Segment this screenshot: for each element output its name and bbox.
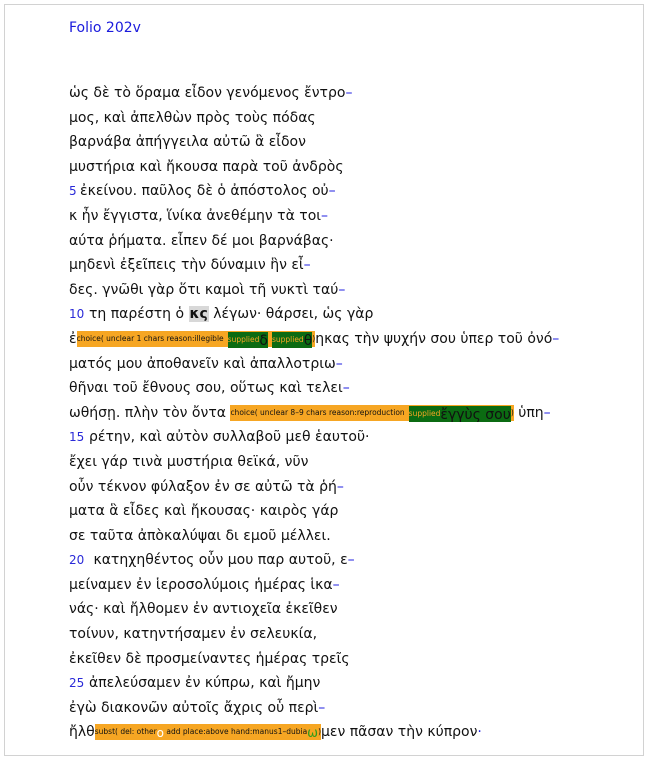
supplied-annotation[interactable] bbox=[409, 406, 511, 422]
supplied-annotation[interactable] bbox=[228, 332, 268, 348]
hyphen-mark: – bbox=[328, 183, 336, 200]
line-number: 25 bbox=[69, 676, 85, 691]
line-text: ἀπελεύσαμεν ἐν κύπρω, καὶ ἤμην bbox=[89, 675, 321, 692]
text-line bbox=[69, 475, 629, 500]
hyphen-mark: – bbox=[303, 257, 311, 274]
hyphen-mark: – bbox=[543, 404, 551, 421]
hyphen-mark: – bbox=[321, 207, 329, 224]
transcription-lines bbox=[69, 81, 629, 745]
line-text: βαρνάβα ἀπήγγειλα αὐτῶ ἃ εἶδον bbox=[69, 134, 306, 151]
line-text: θῆναι τοῦ ἔθνους σου, οὕτως καὶ τελει bbox=[69, 380, 343, 397]
punct-mark: · bbox=[477, 724, 482, 741]
text-line bbox=[69, 376, 629, 401]
hyphen-mark: – bbox=[347, 552, 355, 569]
choice-label: choice( unclear 8–9 chars reason:reproduction bbox=[230, 407, 405, 417]
supplied-text: δ bbox=[259, 332, 268, 349]
choice-label: choice( unclear 1 chars reason:illegible bbox=[76, 333, 224, 343]
hyphen-mark: – bbox=[318, 699, 326, 716]
abbreviation: κς bbox=[189, 306, 208, 323]
supplied-text: θ bbox=[303, 332, 313, 349]
line-text: δες. γνῶθι γὰρ ὅτι καμοὶ τῆ νυκτὶ ταύ bbox=[69, 281, 339, 298]
choice-annotation[interactable] bbox=[77, 331, 316, 347]
line-text: ἔχει γάρ τινὰ μυστήρια θεϊκά, νῦν bbox=[69, 453, 309, 470]
line-text: ἤλθ bbox=[69, 724, 95, 741]
choice-close: ) bbox=[510, 407, 514, 417]
line-text: μυστήρια καὶ ἤκουσα παρὰ τοῦ ἀνδρὸς bbox=[69, 158, 344, 175]
choice-annotation[interactable] bbox=[230, 405, 513, 421]
text-line bbox=[69, 671, 629, 696]
line-number: 15 bbox=[69, 430, 85, 445]
text-line bbox=[69, 278, 629, 303]
hyphen-mark: – bbox=[338, 281, 346, 298]
subst-annotation[interactable] bbox=[95, 724, 321, 740]
text-line bbox=[69, 548, 629, 573]
line-text: νάς· καὶ ἤλθομεν ἐν αντιοχεῖα ἐκεῖθεν bbox=[69, 601, 338, 618]
line-text: κατηχηθέντος οὖν μου παρ αυτοῦ, ε bbox=[89, 552, 348, 569]
line-text: ηκας τὴν ψυχήν σου ὑπερ τοῦ ὀνό bbox=[315, 330, 553, 347]
deleted-letter: ο bbox=[156, 726, 165, 741]
subst-close: ) bbox=[318, 727, 321, 737]
text-line bbox=[69, 573, 629, 598]
line-text: ὑπη bbox=[513, 404, 544, 421]
hyphen-mark: – bbox=[342, 380, 350, 397]
text-line bbox=[69, 155, 629, 180]
line-text: μείναμεν ἐν ἱεροσολύμοις ἡμέρας ἱκα bbox=[69, 576, 333, 593]
text-line bbox=[69, 327, 629, 352]
choice-close: ) bbox=[312, 333, 316, 343]
line-text: ὡς δὲ τὸ ὅραμα εἶδον γενόμενος ἔντρο bbox=[69, 85, 346, 101]
text-line bbox=[69, 597, 629, 622]
line-text: ἐκεῖθεν δὲ προσμείναντες ἡμέρας τρεῖς bbox=[69, 650, 350, 667]
text-line bbox=[69, 229, 629, 254]
hyphen-mark: – bbox=[345, 85, 353, 101]
line-text: αύτα ῥήματα. εἶπεν δέ μοι βαρνάβας· bbox=[69, 232, 334, 249]
text-line bbox=[69, 253, 629, 278]
line-text: οὖν τέκνον φύλαξον ἐν σε αὐτῶ τὰ ῥή bbox=[69, 478, 337, 495]
text-line bbox=[69, 401, 629, 426]
text-line bbox=[69, 81, 629, 106]
folio-title: Folio 202v bbox=[69, 20, 141, 36]
supplied-text: ἔγγὺς σου bbox=[440, 406, 511, 423]
hyphen-mark: – bbox=[335, 355, 343, 372]
text-line bbox=[69, 106, 629, 131]
line-text: μος, καὶ ἀπελθὼν πρὸς τοὺς πόδας bbox=[69, 109, 316, 126]
text-line bbox=[69, 302, 629, 327]
text-line bbox=[69, 204, 629, 229]
text-line bbox=[69, 130, 629, 155]
line-text: ἐκείνου. παῦλος δὲ ὁ ἀπόστολος οὐ bbox=[80, 183, 329, 200]
text-line bbox=[69, 352, 629, 377]
line-text: τη παρέστη ὁ bbox=[89, 306, 189, 323]
line-number: 5 bbox=[69, 184, 77, 199]
hyphen-mark: – bbox=[332, 576, 340, 593]
add-label: add place:above hand:manus1–dubia bbox=[164, 727, 308, 737]
line-number: 10 bbox=[69, 307, 85, 322]
added-letter: ω bbox=[307, 726, 319, 742]
line-text: λέγων· θάρσει, ὡς γὰρ bbox=[208, 306, 374, 323]
line-text: τοίνυν, κατηντήσαμεν ἐν σελευκία, bbox=[69, 626, 318, 643]
line-text: ἐγὼ διακονῶν αὐτοῖς ἄχρις οὗ περὶ bbox=[69, 699, 319, 716]
text-line bbox=[69, 524, 629, 549]
text-line bbox=[69, 179, 629, 204]
text-line bbox=[69, 622, 629, 647]
line-text: ματός μου ἀποθανεῖν καὶ ἀπαλλοτριω bbox=[69, 355, 336, 372]
line-number: 20 bbox=[69, 553, 85, 568]
text-line bbox=[69, 450, 629, 475]
supplied-annotation[interactable] bbox=[272, 332, 312, 348]
supplied-label: supplied bbox=[227, 334, 260, 344]
hyphen-mark: – bbox=[336, 478, 344, 495]
line-text: ρέτην, καὶ αὐτὸν συλλαβοῦ μεθ ἑαυτοῦ· bbox=[89, 429, 370, 446]
subst-label: subst( del: other bbox=[94, 727, 157, 737]
text-line bbox=[69, 720, 629, 745]
line-text: κ ἦν ἔγγιστα, ἵνίκα ἀνεθέμην τὰ τοι bbox=[69, 207, 322, 224]
supplied-label: supplied bbox=[271, 334, 304, 344]
line-text: μεν πᾶσαν τὴν κύπρον bbox=[321, 724, 478, 741]
text-line bbox=[69, 696, 629, 721]
line-text: ἐ bbox=[69, 330, 77, 347]
text-line bbox=[69, 425, 629, 450]
text-line bbox=[69, 647, 629, 672]
folio-page bbox=[4, 4, 644, 756]
supplied-label: supplied bbox=[408, 408, 441, 418]
hyphen-mark: – bbox=[552, 330, 560, 347]
line-text: ματα ἃ εἶδες καὶ ἤκουσας· καιρὸς γάρ bbox=[69, 503, 339, 520]
line-text: ωθήσῃ. πλὴν τὸν ὄντα bbox=[69, 404, 231, 421]
line-text: μηδενὶ ἐξεῖπεις τὴν δύναμιν ἣν εἶ bbox=[69, 257, 304, 274]
text-line bbox=[69, 499, 629, 524]
line-text: σε ταῦτα ἀπὸκαλύψαι δι εμοῦ μέλλει. bbox=[69, 527, 331, 544]
